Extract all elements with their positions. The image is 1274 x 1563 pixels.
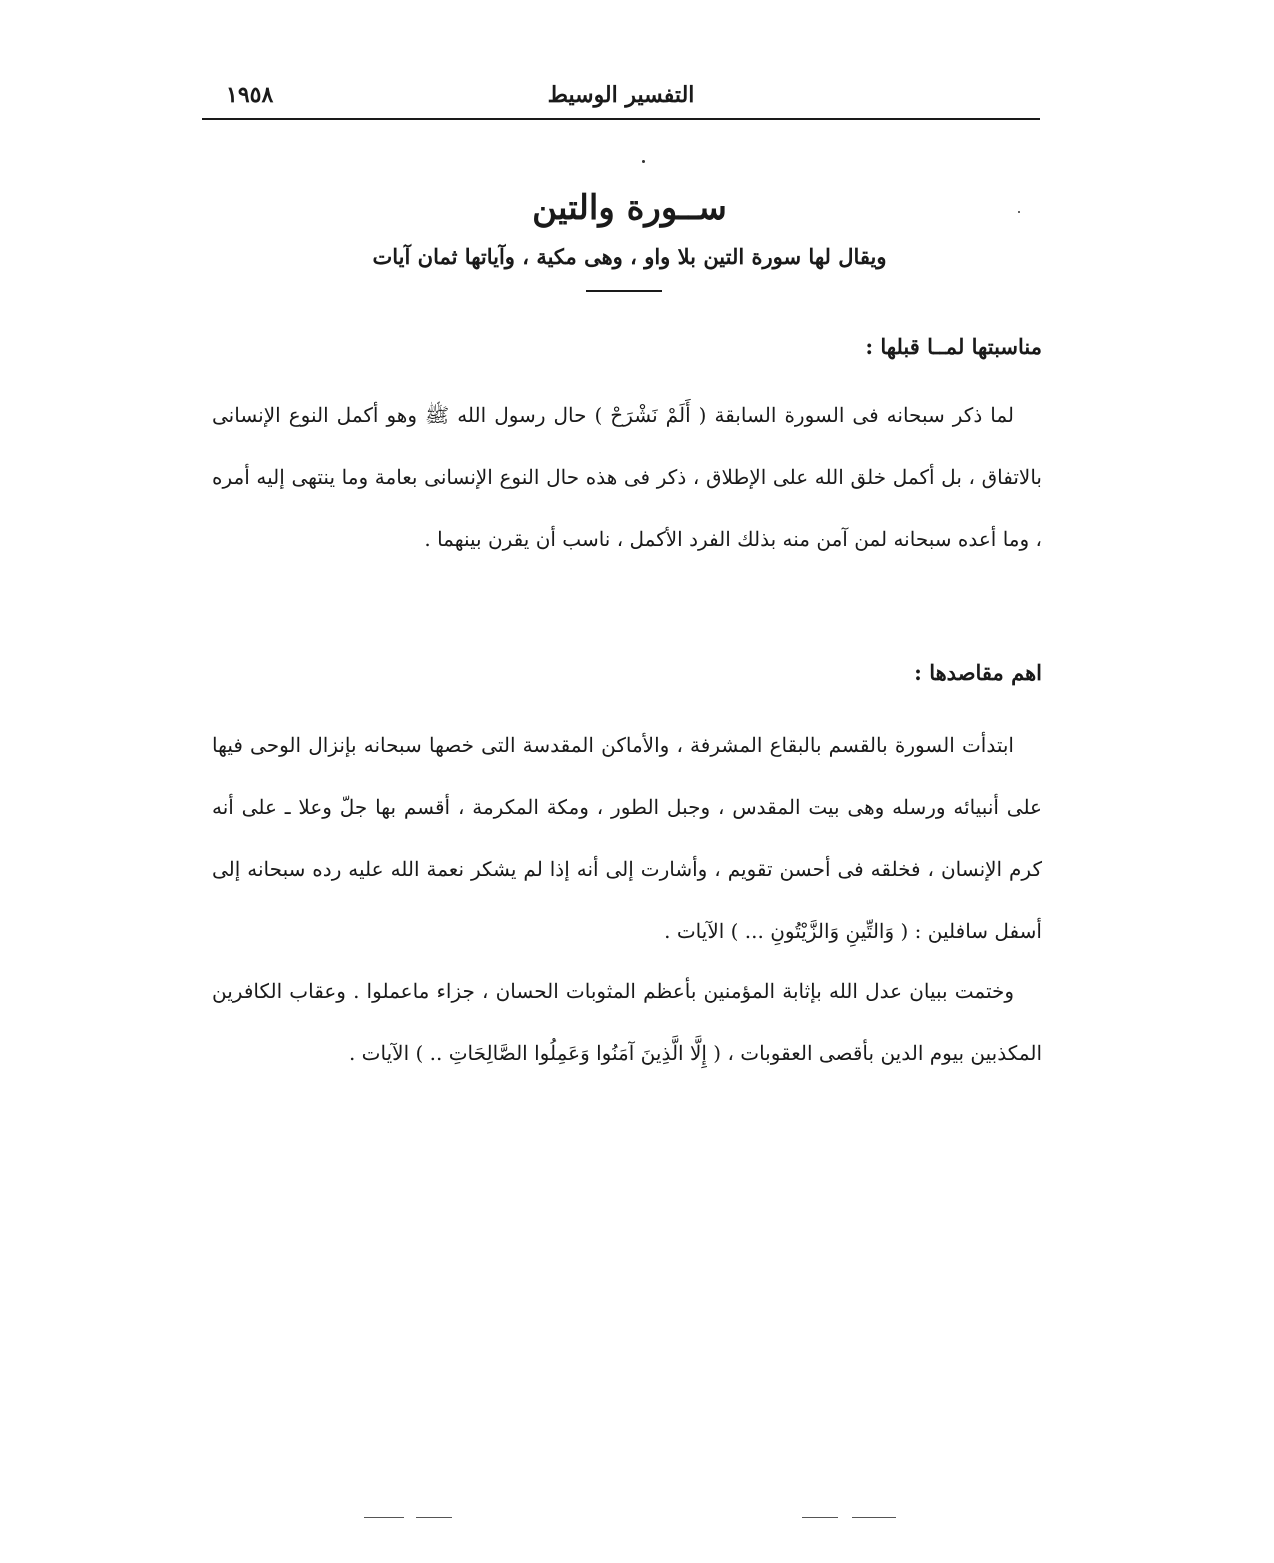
footer-mark [852, 1517, 896, 1518]
page-number: ١٩٥٨ [226, 82, 274, 108]
print-speck [642, 160, 645, 163]
surah-subtitle: ويقال لها سورة التين بلا واو ، وهى مكية ، وآياتها ثمان آيات [372, 244, 887, 269]
page-header [202, 78, 1040, 120]
aims-heading: اهم مقاصدها : [914, 660, 1042, 685]
aims-text-1: ابتدأت السورة بالقسم بالبقاع المشرفة ، والأماكن المقدسة التى خصها سبحانه بإنزال الوحى فيها على أنبيائه ورسله وهى بيت المقدس ، وجبل الطور ، ومكة المكرمة ، أقسم بها جلّ وعلا ـ على أنه كرم الإنسان ، فخلقه فى أحسن تقويم ، وأشارت إلى أنه إذا لم يشكر نعمة الله عليه رده سبحانه إلى أسفل سافلين : ( وَالتِّينِ وَالزَّيْتُونِ ... ) الآيات . [212, 733, 1042, 943]
footer-mark [416, 1517, 452, 1518]
footer-mark [364, 1517, 404, 1518]
relation-text: لما ذكر سبحانه فى السورة السابقة ( أَلَمْ نَشْرَحْ ) حال رسول الله ﷺ وهو أكمل النوع الإنسانى بالاتفاق ، بل أكمل خلق الله على الإطلاق ، ذكر فى هذه حال النوع الإنسانى بعامة وما ينتهى إليه أمره ، وما أعده سبحانه لمن آمن منه بذلك الفرد الأكمل ، ناسب أن يقرن بينهما . [212, 403, 1042, 551]
aims-paragraph-2 [212, 960, 1042, 1084]
title-divider [586, 290, 662, 292]
relation-paragraph [212, 384, 1042, 570]
book-title: التفسير الوسيط [547, 82, 695, 108]
surah-title: ســورة والتين [532, 188, 727, 228]
aims-text-2: وختمت ببيان عدل الله بإثابة المؤمنين بأعظم المثوبات الحسان ، جزاء ماعملوا . وعقاب الكافرين المكذبين بيوم الدين بأقصى العقوبات ، ( إِلَّا الَّذِينَ آمَنُوا وَعَمِلُوا الصَّالِحَاتِ .. ) الآيات . [212, 979, 1042, 1065]
aims-paragraph-1 [212, 714, 1042, 962]
relation-heading: مناسبتها لمــا قبلها : [865, 334, 1042, 359]
footer-mark [802, 1517, 838, 1518]
